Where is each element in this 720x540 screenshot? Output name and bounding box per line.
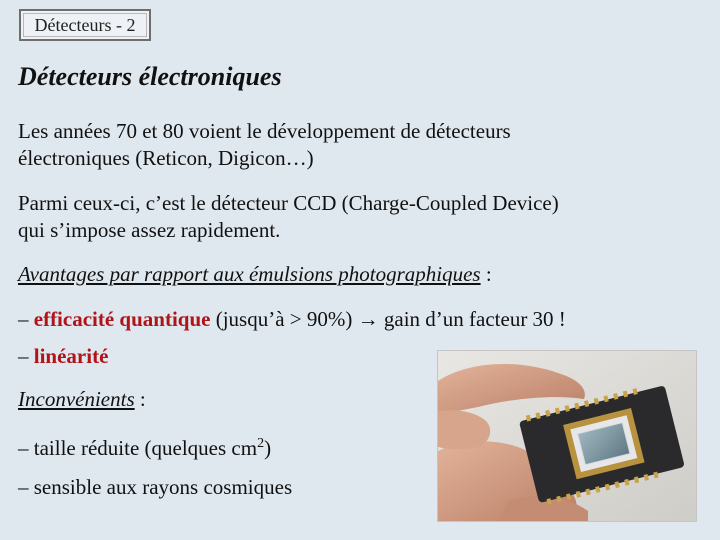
drawback-item-size-text: – taille réduite (quelques cm — [18, 436, 258, 460]
drawbacks-heading-text: Inconvénients — [18, 387, 135, 411]
advantage-item-efficiency-term: efficacité quantique — [33, 307, 211, 331]
slide-title: Détecteurs électroniques — [18, 62, 282, 91]
drawback-item-size-close: ) — [264, 436, 272, 460]
advantage-item-efficiency-detail: (jusqu’à > 90%) → gain d’un facteur 30 ! — [210, 307, 566, 331]
advantages-heading-colon: : — [480, 262, 492, 286]
paragraph-ccd-line1: Parmi ceux-ci, c’est le détecteur CCD (Charge-Coupled Device) — [18, 191, 559, 215]
slide-tag — [19, 9, 151, 41]
advantage-item-linearity-dash: – — [18, 344, 34, 368]
slide-tag-inner-border — [23, 13, 147, 37]
hand-holding-ccd-chip-illustration — [438, 351, 696, 521]
drawback-item-size-sup: 2 — [257, 436, 265, 451]
drawbacks-heading — [18, 386, 146, 413]
drawbacks-heading-colon: : — [134, 387, 146, 411]
advantage-item-linearity — [18, 343, 108, 370]
advantages-heading — [18, 261, 492, 288]
advantages-heading-text: Avantages par rapport aux émulsions photographiques — [18, 262, 481, 286]
advantage-item-efficiency — [18, 306, 566, 333]
paragraph-intro — [18, 118, 511, 172]
drawback-item-size — [18, 430, 271, 462]
drawback-item-cosmic — [18, 474, 292, 501]
paragraph-intro-line1: Les années 70 et 80 voient le développement de détecteurs — [18, 119, 511, 143]
advantage-item-efficiency-dash: – — [18, 307, 34, 331]
paragraph-ccd-line2: qui s’impose assez rapidement. — [18, 218, 281, 242]
advantage-item-linearity-term: linéarité — [33, 344, 109, 368]
paragraph-intro-line2: électroniques (Reticon, Digicon…) — [18, 146, 314, 170]
slide-tag-text: Détecteurs - 2 — [34, 15, 136, 35]
drawback-item-cosmic-text: – sensible aux rayons cosmiques — [18, 475, 293, 499]
ccd-chip-photo — [437, 350, 697, 522]
paragraph-ccd — [18, 190, 559, 244]
